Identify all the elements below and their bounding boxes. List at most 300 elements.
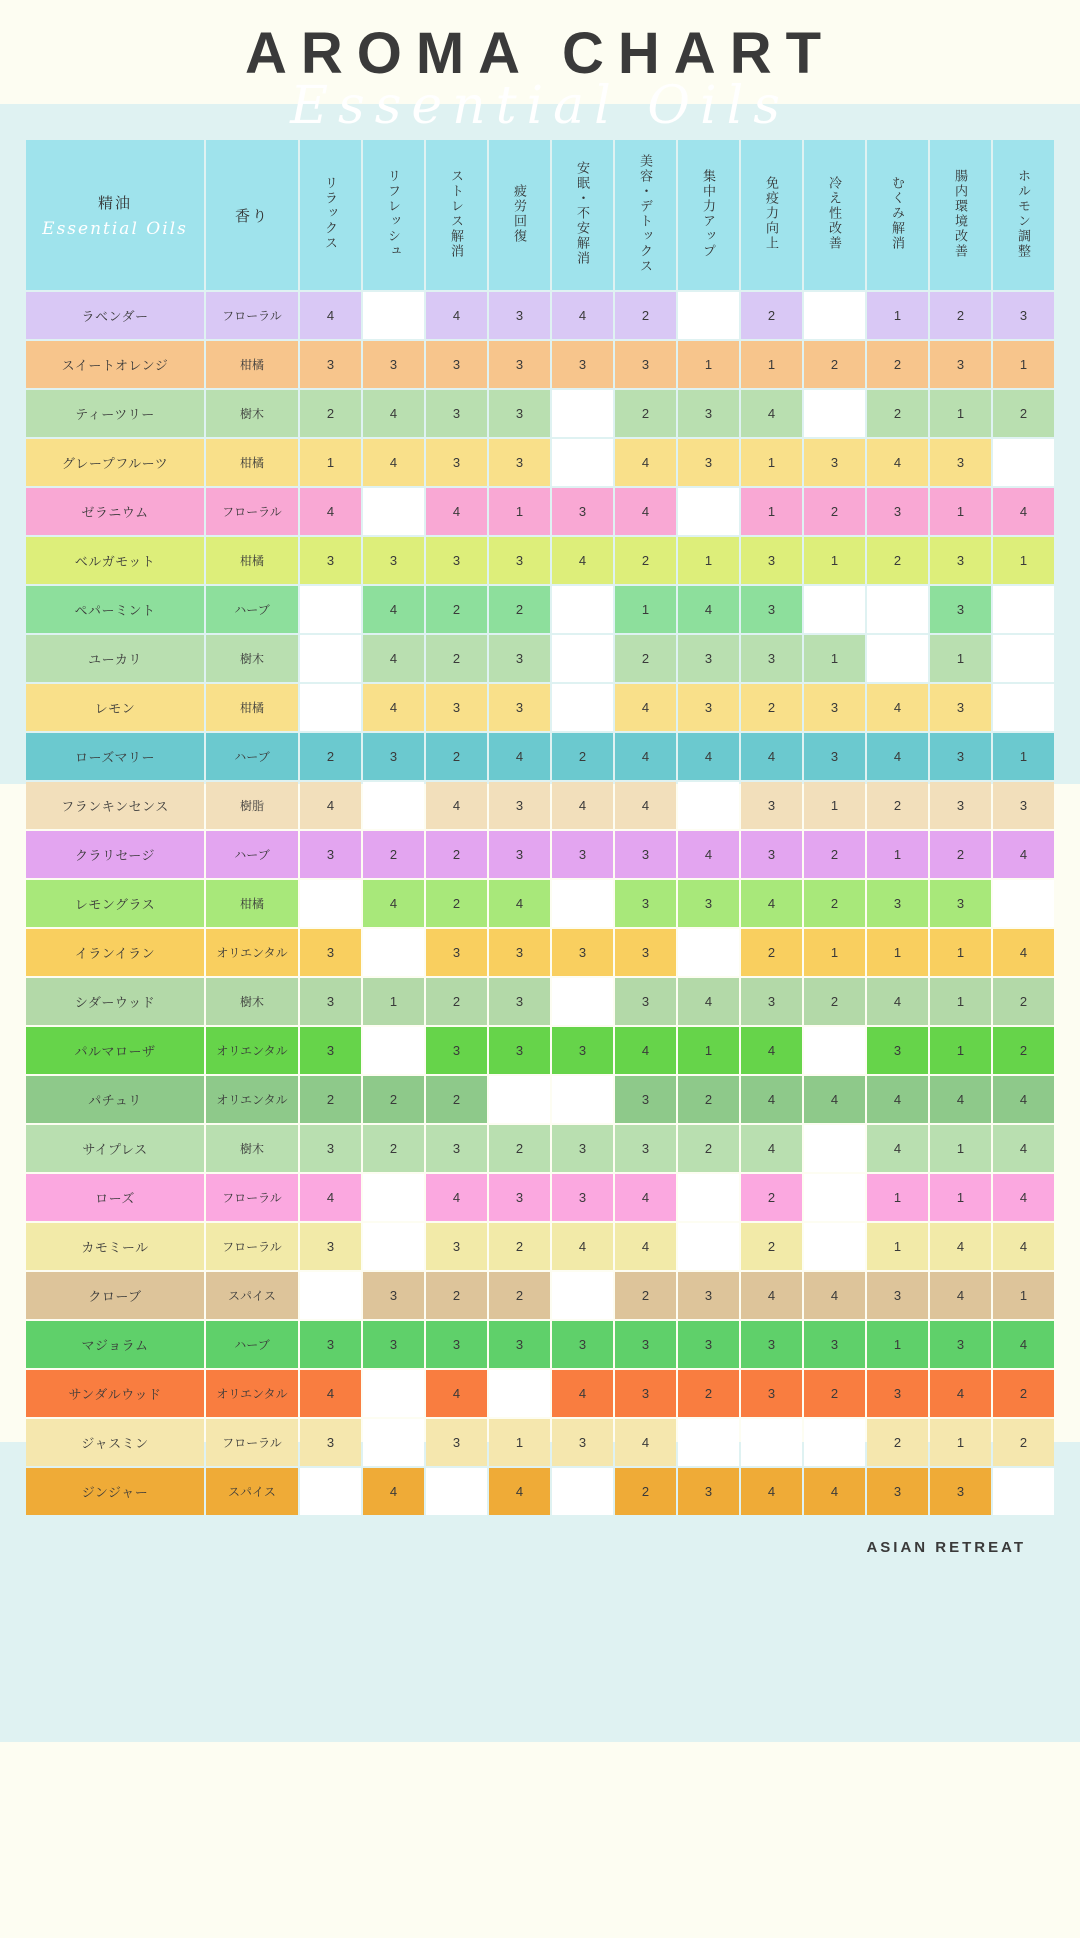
- cell-rating: [804, 1419, 865, 1466]
- cell-rating: 3: [426, 1419, 487, 1466]
- cell-rating: 2: [804, 1370, 865, 1417]
- column-header-attribute: [489, 140, 550, 290]
- cell-rating: [552, 439, 613, 486]
- cell-rating: 3: [426, 341, 487, 388]
- cell-rating: [300, 684, 361, 731]
- cell-rating: 4: [993, 1174, 1054, 1221]
- cell-oil-name: ローズ: [26, 1174, 204, 1221]
- cell-rating: 3: [426, 439, 487, 486]
- cell-rating: 2: [741, 1174, 802, 1221]
- cell-scent-type: スパイス: [206, 1272, 298, 1319]
- cell-rating: [741, 1419, 802, 1466]
- cell-oil-name: スイートオレンジ: [26, 341, 204, 388]
- cell-rating: 4: [993, 1321, 1054, 1368]
- cell-rating: 2: [930, 831, 991, 878]
- cell-rating: 4: [426, 292, 487, 339]
- table-row: [26, 292, 1054, 339]
- cell-rating: 4: [426, 1174, 487, 1221]
- cell-rating: 3: [552, 1321, 613, 1368]
- cell-rating: 3: [300, 537, 361, 584]
- cell-rating: 4: [867, 439, 928, 486]
- cell-scent-type: フローラル: [206, 1419, 298, 1466]
- cell-oil-name: クラリセージ: [26, 831, 204, 878]
- column-header-attribute: [993, 140, 1054, 290]
- cell-rating: 4: [552, 292, 613, 339]
- cell-rating: 2: [867, 1419, 928, 1466]
- cell-scent-type: 柑橘: [206, 684, 298, 731]
- cell-rating: 4: [993, 1076, 1054, 1123]
- cell-rating: 2: [993, 1419, 1054, 1466]
- cell-rating: 4: [300, 782, 361, 829]
- cell-rating: 1: [930, 978, 991, 1025]
- cell-rating: 3: [804, 733, 865, 780]
- column-header-attribute: [678, 140, 739, 290]
- cell-rating: [804, 1223, 865, 1270]
- cell-rating: 2: [867, 390, 928, 437]
- cell-rating: 3: [678, 390, 739, 437]
- cell-rating: [804, 292, 865, 339]
- cell-rating: 3: [300, 341, 361, 388]
- cell-rating: 4: [615, 782, 676, 829]
- table-row: [26, 488, 1054, 535]
- cell-rating: 2: [804, 488, 865, 535]
- cell-rating: 3: [489, 439, 550, 486]
- cell-rating: 4: [615, 488, 676, 535]
- cell-rating: 3: [867, 488, 928, 535]
- cell-rating: 3: [300, 1419, 361, 1466]
- cell-scent-type: 柑橘: [206, 341, 298, 388]
- cell-rating: 2: [363, 1125, 424, 1172]
- cell-rating: 3: [300, 929, 361, 976]
- cell-rating: 3: [930, 684, 991, 731]
- cell-rating: [678, 488, 739, 535]
- cell-rating: 4: [867, 978, 928, 1025]
- cell-rating: 4: [300, 1174, 361, 1221]
- cell-oil-name: シダーウッド: [26, 978, 204, 1025]
- cell-rating: 4: [741, 1076, 802, 1123]
- cell-rating: 4: [363, 390, 424, 437]
- cell-rating: 1: [804, 635, 865, 682]
- cell-rating: 3: [678, 1321, 739, 1368]
- cell-rating: 1: [804, 782, 865, 829]
- page-title: AROMA CHART: [244, 21, 836, 86]
- cell-rating: [804, 390, 865, 437]
- cell-rating: 3: [741, 586, 802, 633]
- cell-scent-type: スパイス: [206, 1468, 298, 1515]
- cell-rating: 2: [993, 1027, 1054, 1074]
- cell-rating: 3: [930, 586, 991, 633]
- cell-rating: 1: [615, 586, 676, 633]
- cell-scent-type: フローラル: [206, 292, 298, 339]
- cell-rating: 3: [678, 684, 739, 731]
- table-row: [26, 1223, 1054, 1270]
- cell-rating: 4: [804, 1468, 865, 1515]
- cell-rating: 2: [741, 929, 802, 976]
- cell-rating: 2: [615, 1272, 676, 1319]
- column-header-oil: [26, 140, 204, 290]
- cell-rating: 3: [615, 880, 676, 927]
- cell-rating: 1: [741, 439, 802, 486]
- cell-rating: 4: [678, 586, 739, 633]
- table-row: [26, 586, 1054, 633]
- cell-rating: [552, 1468, 613, 1515]
- cell-rating: 2: [804, 978, 865, 1025]
- cell-rating: 1: [993, 733, 1054, 780]
- table-row: [26, 1027, 1054, 1074]
- cell-rating: 4: [552, 1223, 613, 1270]
- cell-scent-type: オリエンタル: [206, 1370, 298, 1417]
- cell-rating: 3: [552, 1125, 613, 1172]
- cell-rating: [678, 929, 739, 976]
- cell-rating: 1: [741, 341, 802, 388]
- cell-rating: 3: [867, 1027, 928, 1074]
- cell-rating: 3: [426, 1027, 487, 1074]
- table-row: [26, 537, 1054, 584]
- cell-rating: [678, 1174, 739, 1221]
- cell-rating: 2: [993, 978, 1054, 1025]
- cell-rating: [867, 635, 928, 682]
- cell-oil-name: サイプレス: [26, 1125, 204, 1172]
- cell-rating: 4: [930, 1272, 991, 1319]
- cell-rating: 3: [426, 684, 487, 731]
- cell-rating: 3: [741, 1370, 802, 1417]
- cell-rating: [804, 586, 865, 633]
- cell-rating: 1: [867, 929, 928, 976]
- cell-rating: 4: [867, 1076, 928, 1123]
- cell-rating: 3: [552, 831, 613, 878]
- cell-rating: [363, 292, 424, 339]
- cell-rating: 1: [678, 1027, 739, 1074]
- cell-rating: [552, 586, 613, 633]
- cell-rating: 1: [993, 1272, 1054, 1319]
- column-header-attribute-label: 腸内環境改善: [953, 168, 968, 259]
- cell-oil-name: ジャスミン: [26, 1419, 204, 1466]
- cell-rating: 3: [426, 1321, 487, 1368]
- cell-rating: [552, 1272, 613, 1319]
- cell-rating: [993, 439, 1054, 486]
- cell-rating: 2: [678, 1076, 739, 1123]
- cell-rating: 3: [615, 1370, 676, 1417]
- cell-rating: 3: [930, 1321, 991, 1368]
- cell-rating: 3: [804, 1321, 865, 1368]
- cell-rating: 3: [804, 684, 865, 731]
- column-header-attribute-label: 疲労回復: [512, 183, 527, 244]
- cell-rating: 3: [489, 1174, 550, 1221]
- cell-rating: [993, 880, 1054, 927]
- table-row: [26, 1419, 1054, 1466]
- column-header-attribute-label: リラックス: [323, 176, 338, 251]
- cell-rating: 4: [363, 684, 424, 731]
- cell-rating: [363, 488, 424, 535]
- cell-rating: 3: [678, 1468, 739, 1515]
- cell-rating: 1: [678, 341, 739, 388]
- cell-oil-name: ベルガモット: [26, 537, 204, 584]
- cell-oil-name: レモングラス: [26, 880, 204, 927]
- cell-rating: [363, 1027, 424, 1074]
- cell-rating: 4: [489, 733, 550, 780]
- cell-rating: 4: [363, 1468, 424, 1515]
- column-header-attribute-label: 集中力アップ: [701, 168, 716, 259]
- cell-rating: 4: [489, 880, 550, 927]
- footer-brand: ASIAN RETREAT: [866, 1539, 1026, 1556]
- cell-rating: 4: [426, 1370, 487, 1417]
- cell-rating: 4: [930, 1076, 991, 1123]
- cell-rating: 2: [489, 586, 550, 633]
- cell-scent-type: ハーブ: [206, 586, 298, 633]
- cell-rating: 4: [300, 292, 361, 339]
- cell-rating: 3: [489, 537, 550, 584]
- cell-rating: 2: [867, 782, 928, 829]
- cell-rating: 2: [930, 292, 991, 339]
- cell-rating: 3: [741, 1321, 802, 1368]
- cell-rating: 1: [930, 488, 991, 535]
- cell-rating: 1: [993, 537, 1054, 584]
- table-row: [26, 782, 1054, 829]
- cell-rating: [363, 782, 424, 829]
- cell-rating: 2: [489, 1272, 550, 1319]
- cell-rating: 3: [678, 1272, 739, 1319]
- cell-rating: [993, 586, 1054, 633]
- cell-rating: 4: [804, 1272, 865, 1319]
- cell-rating: 3: [930, 782, 991, 829]
- cell-rating: 2: [678, 1125, 739, 1172]
- cell-rating: 3: [363, 341, 424, 388]
- cell-rating: 4: [615, 1419, 676, 1466]
- cell-rating: 4: [615, 1027, 676, 1074]
- cell-rating: 3: [993, 292, 1054, 339]
- cell-rating: [804, 1027, 865, 1074]
- cell-rating: 3: [489, 831, 550, 878]
- cell-rating: 4: [363, 439, 424, 486]
- column-header-scent: 香り: [206, 140, 298, 290]
- cell-rating: 4: [552, 537, 613, 584]
- table-header: [26, 140, 1054, 290]
- cell-rating: 3: [489, 1321, 550, 1368]
- cell-rating: 4: [930, 1223, 991, 1270]
- cell-rating: 3: [300, 1321, 361, 1368]
- cell-scent-type: 樹木: [206, 978, 298, 1025]
- cell-rating: 3: [300, 1223, 361, 1270]
- page: [0, 18, 1080, 1556]
- table-row: [26, 1370, 1054, 1417]
- column-header-attribute: [552, 140, 613, 290]
- cell-rating: [678, 782, 739, 829]
- cell-rating: 3: [615, 1076, 676, 1123]
- cell-rating: 2: [300, 390, 361, 437]
- table-row: [26, 341, 1054, 388]
- cell-rating: 3: [552, 1174, 613, 1221]
- cell-rating: 2: [993, 1370, 1054, 1417]
- cell-rating: 4: [993, 488, 1054, 535]
- cell-rating: 3: [426, 929, 487, 976]
- cell-rating: 4: [741, 390, 802, 437]
- cell-oil-name: マジョラム: [26, 1321, 204, 1368]
- cell-rating: 2: [426, 1272, 487, 1319]
- cell-rating: 4: [615, 439, 676, 486]
- cell-rating: 3: [552, 488, 613, 535]
- cell-rating: 2: [615, 292, 676, 339]
- cell-rating: 2: [993, 390, 1054, 437]
- table-row: [26, 1272, 1054, 1319]
- cell-rating: 1: [930, 390, 991, 437]
- cell-rating: 3: [867, 1272, 928, 1319]
- cell-rating: 1: [489, 1419, 550, 1466]
- cell-rating: 3: [930, 537, 991, 584]
- table-row: [26, 1321, 1054, 1368]
- cell-scent-type: フローラル: [206, 488, 298, 535]
- cell-oil-name: カモミール: [26, 1223, 204, 1270]
- cell-oil-name: ラベンダー: [26, 292, 204, 339]
- cell-rating: 2: [867, 341, 928, 388]
- cell-oil-name: フランキンセンス: [26, 782, 204, 829]
- cell-rating: 4: [993, 831, 1054, 878]
- cell-scent-type: オリエンタル: [206, 1076, 298, 1123]
- cell-rating: [363, 1223, 424, 1270]
- column-header-attribute-label: リフレッシュ: [386, 168, 401, 259]
- cell-rating: 4: [993, 929, 1054, 976]
- column-header-attribute-label: 美容・デトックス: [638, 153, 653, 274]
- cell-rating: 3: [489, 929, 550, 976]
- cell-rating: 4: [678, 831, 739, 878]
- cell-rating: [552, 635, 613, 682]
- cell-rating: 4: [426, 488, 487, 535]
- cell-rating: 4: [930, 1370, 991, 1417]
- cell-oil-name: サンダルウッド: [26, 1370, 204, 1417]
- cell-scent-type: 樹木: [206, 635, 298, 682]
- table-row: [26, 1125, 1054, 1172]
- cell-scent-type: 柑橘: [206, 880, 298, 927]
- cell-rating: 3: [678, 635, 739, 682]
- cell-rating: 3: [615, 978, 676, 1025]
- cell-rating: 4: [741, 1027, 802, 1074]
- cell-oil-name: レモン: [26, 684, 204, 731]
- cell-rating: 1: [930, 929, 991, 976]
- cell-rating: [552, 978, 613, 1025]
- cell-rating: 3: [930, 733, 991, 780]
- cell-rating: 1: [930, 1125, 991, 1172]
- cell-rating: 1: [804, 929, 865, 976]
- cell-rating: 2: [426, 635, 487, 682]
- cell-rating: 3: [741, 635, 802, 682]
- cell-rating: 4: [300, 1370, 361, 1417]
- cell-rating: 1: [804, 537, 865, 584]
- table-row: [26, 390, 1054, 437]
- cell-rating: [678, 292, 739, 339]
- cell-rating: 3: [615, 341, 676, 388]
- cell-rating: 3: [741, 782, 802, 829]
- cell-rating: 1: [363, 978, 424, 1025]
- cell-rating: 3: [489, 292, 550, 339]
- table-row: [26, 880, 1054, 927]
- cell-rating: 2: [426, 831, 487, 878]
- cell-rating: [993, 684, 1054, 731]
- cell-rating: [804, 1125, 865, 1172]
- page-header: [0, 18, 1080, 136]
- cell-oil-name: クローブ: [26, 1272, 204, 1319]
- cell-rating: 3: [489, 1027, 550, 1074]
- cell-rating: [552, 390, 613, 437]
- cell-oil-name: ユーカリ: [26, 635, 204, 682]
- cell-rating: 3: [489, 341, 550, 388]
- cell-scent-type: 樹木: [206, 1125, 298, 1172]
- cell-rating: 2: [363, 1076, 424, 1123]
- cell-rating: 3: [930, 341, 991, 388]
- cell-rating: 2: [741, 1223, 802, 1270]
- cell-rating: 3: [489, 782, 550, 829]
- cell-rating: 3: [363, 1272, 424, 1319]
- cell-rating: 3: [678, 439, 739, 486]
- cell-rating: 3: [615, 1321, 676, 1368]
- table-row: [26, 684, 1054, 731]
- cell-rating: 3: [363, 733, 424, 780]
- cell-rating: 3: [678, 880, 739, 927]
- column-header-attribute: [300, 140, 361, 290]
- cell-rating: 2: [615, 635, 676, 682]
- cell-rating: 3: [615, 1125, 676, 1172]
- cell-rating: 1: [489, 488, 550, 535]
- cell-rating: 3: [741, 537, 802, 584]
- cell-rating: [993, 1468, 1054, 1515]
- cell-rating: 4: [993, 1125, 1054, 1172]
- cell-rating: 4: [678, 733, 739, 780]
- cell-rating: 4: [867, 1125, 928, 1172]
- column-header-oil-script: Essential Oils: [42, 218, 188, 239]
- cell-rating: 1: [867, 1223, 928, 1270]
- cell-rating: 2: [489, 1125, 550, 1172]
- cell-rating: 3: [930, 439, 991, 486]
- cell-rating: 3: [867, 1468, 928, 1515]
- cell-rating: 3: [930, 1468, 991, 1515]
- cell-rating: 2: [615, 537, 676, 584]
- cell-rating: 4: [741, 1272, 802, 1319]
- table-row: [26, 439, 1054, 486]
- column-header-attribute: [615, 140, 676, 290]
- cell-rating: 1: [930, 1174, 991, 1221]
- cell-rating: 3: [552, 341, 613, 388]
- cell-rating: 4: [363, 586, 424, 633]
- cell-rating: 3: [552, 1419, 613, 1466]
- cell-rating: [426, 1468, 487, 1515]
- cell-rating: 2: [804, 831, 865, 878]
- table-row: [26, 635, 1054, 682]
- cell-rating: 2: [363, 831, 424, 878]
- cell-scent-type: フローラル: [206, 1174, 298, 1221]
- page-subtitle: Essential Oils: [290, 76, 790, 136]
- cell-rating: 2: [426, 733, 487, 780]
- cell-rating: 4: [741, 1468, 802, 1515]
- column-header-oil-label: 精油: [97, 194, 132, 212]
- cell-rating: 1: [867, 292, 928, 339]
- cell-rating: 4: [615, 684, 676, 731]
- cell-oil-name: ジンジャー: [26, 1468, 204, 1515]
- cell-rating: [552, 880, 613, 927]
- cell-rating: 4: [804, 1076, 865, 1123]
- cell-rating: 3: [993, 782, 1054, 829]
- cell-scent-type: 樹脂: [206, 782, 298, 829]
- cell-oil-name: グレープフルーツ: [26, 439, 204, 486]
- cell-scent-type: フローラル: [206, 1223, 298, 1270]
- cell-rating: 1: [930, 1027, 991, 1074]
- cell-rating: 3: [615, 831, 676, 878]
- cell-rating: 4: [300, 488, 361, 535]
- cell-rating: 3: [552, 929, 613, 976]
- cell-rating: 4: [678, 978, 739, 1025]
- cell-rating: [363, 1419, 424, 1466]
- cell-rating: 4: [489, 1468, 550, 1515]
- cell-rating: [678, 1419, 739, 1466]
- table-row: [26, 1174, 1054, 1221]
- cell-oil-name: ローズマリー: [26, 733, 204, 780]
